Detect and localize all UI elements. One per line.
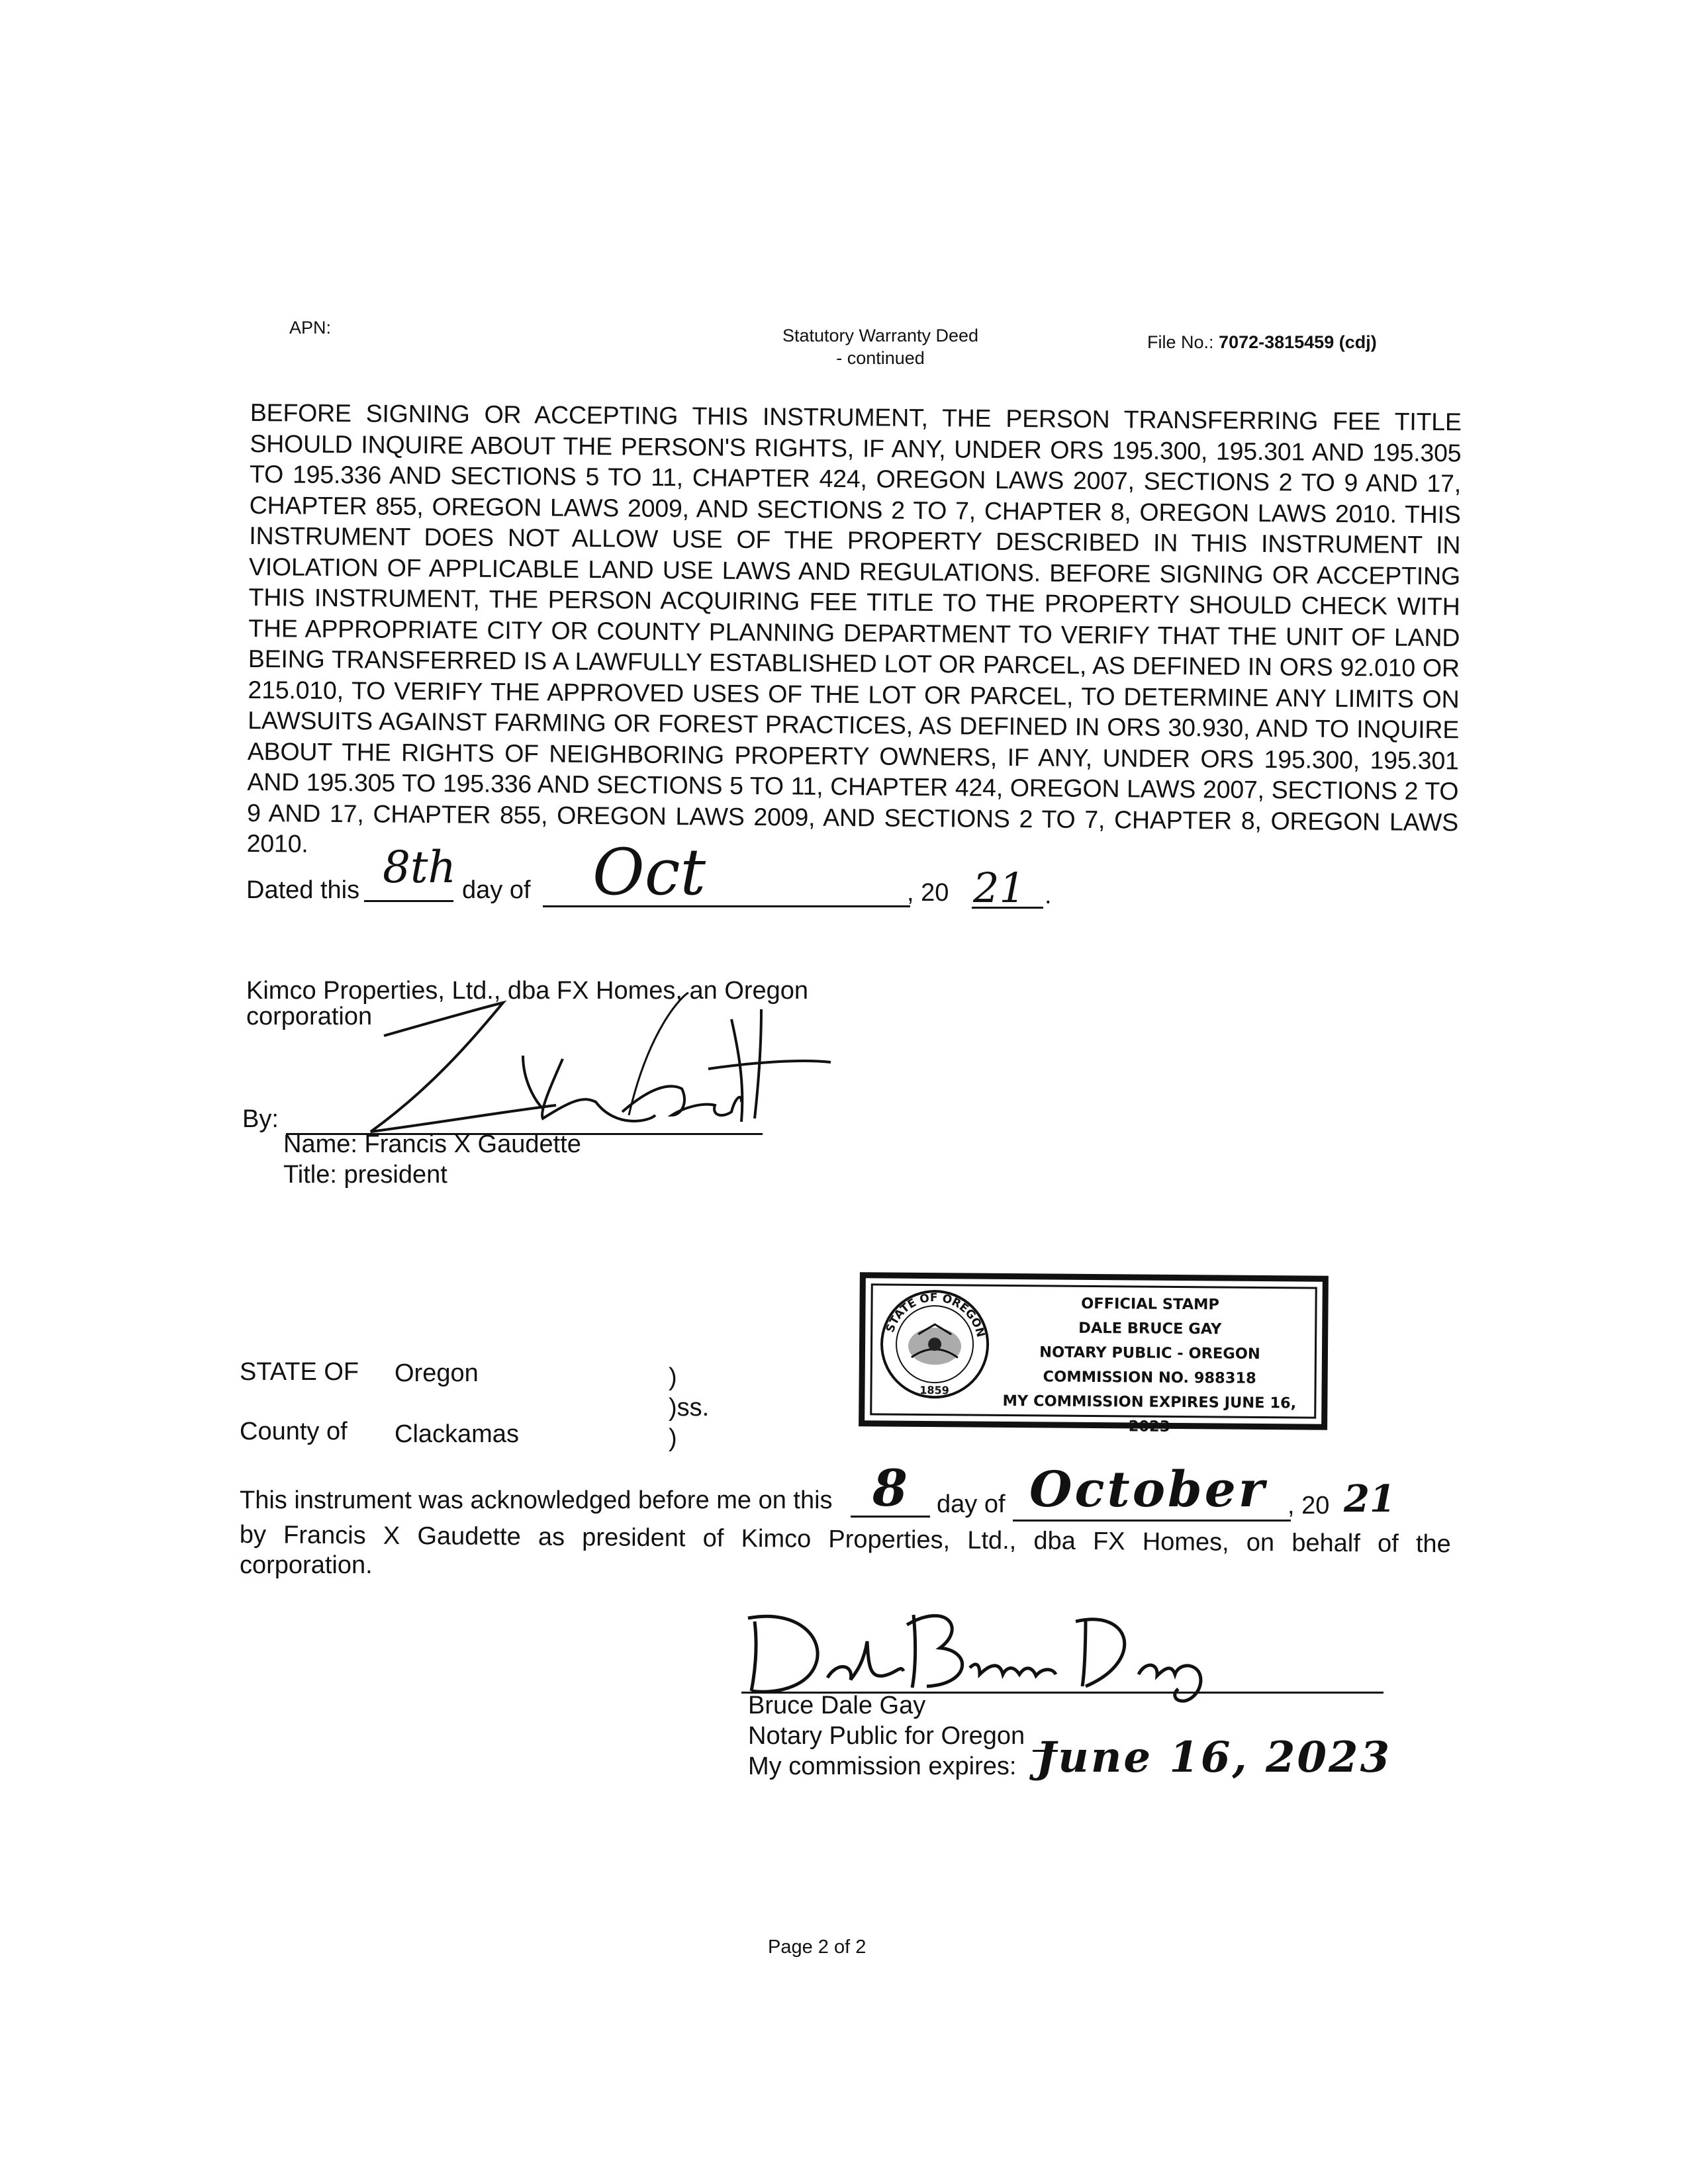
ack-month-blank: [1013, 1520, 1291, 1522]
ack-line1-prefix: This instrument was acknowledged before me on this: [240, 1486, 833, 1514]
document-title-block: [715, 324, 1046, 369]
ack-day-of: day of: [937, 1490, 1006, 1518]
ack-month-handwritten: October: [1029, 1461, 1267, 1518]
grantor-entity-line1: Kimco Properties, Ltd., dba FX Homes, an Oregon: [246, 977, 809, 1005]
dated-year-prefix: , 20: [907, 879, 949, 907]
seal-top-text: STATE OF OREGON: [883, 1291, 988, 1339]
file-number-label: File No.:: [1147, 332, 1214, 352]
ack-line2: by Francis X Gaudette as president of Kimco Properties, Ltd., dba FX Homes, on behalf of the: [239, 1521, 1451, 1559]
stamp-line5: MY COMMISSION EXPIRES JUNE 16, 2023: [1002, 1392, 1297, 1435]
ack-year-handwritten: 21: [1344, 1477, 1395, 1521]
page-number: Page 2 of 2: [768, 1936, 867, 1958]
county-label: County of: [240, 1418, 348, 1445]
dated-day-blank: [364, 900, 453, 902]
venue-paren-2: ): [669, 1424, 677, 1452]
apn-label: APN:: [289, 318, 332, 338]
dated-month-handwritten: Oct: [592, 835, 706, 909]
dated-day-of: day of: [462, 876, 531, 904]
file-number-line: [1147, 332, 1377, 353]
stamp-line3: NOTARY PUBLIC - OREGON: [1039, 1343, 1260, 1363]
ack-year-prefix: , 20: [1288, 1492, 1330, 1520]
county-value: Clackamas: [395, 1420, 519, 1448]
dated-period: .: [1045, 882, 1052, 909]
document-title: Statutory Warranty Deed: [782, 326, 979, 345]
dated-year-handwritten: 21: [973, 864, 1025, 912]
notary-stamp: [859, 1272, 1329, 1435]
file-number: 7072-3815459 (cdj): [1219, 332, 1377, 352]
grantor-entity-line2: corporation: [246, 1003, 373, 1030]
stamp-line2: DALE BRUCE GAY: [1078, 1319, 1222, 1338]
stamp-line1: OFFICIAL STAMP: [1081, 1295, 1220, 1314]
document-subtitle: - continued: [836, 348, 925, 368]
notary-title: Notary Public for Oregon: [748, 1722, 1025, 1750]
dated-day-handwritten: 8th: [383, 842, 457, 893]
grantor-name: Name: Francis X Gaudette: [283, 1130, 581, 1158]
commission-expires-label: My commission expires:: [748, 1752, 1017, 1780]
state-label: STATE OF: [240, 1358, 359, 1386]
ack-day-handwritten: 8: [872, 1459, 908, 1518]
ack-line3: corporation.: [240, 1551, 373, 1579]
state-seal-icon: [878, 1287, 991, 1400]
grantor-title: Title: president: [283, 1161, 447, 1189]
venue-paren-1: ): [669, 1363, 677, 1391]
state-value: Oregon: [395, 1359, 479, 1387]
dated-prefix: Dated this: [246, 876, 360, 904]
stamp-line4: COMMISSION NO. 988318: [1043, 1368, 1256, 1387]
by-label: By:: [242, 1105, 279, 1133]
commission-expires-handwritten: June 16, 2023: [1036, 1733, 1392, 1782]
stamp-text: [990, 1291, 1309, 1441]
notary-name: Bruce Dale Gay: [748, 1692, 926, 1719]
land-use-warning: BEFORE SIGNING OR ACCEPTING THIS INSTRUMENT, THE PERSON TRANSFERRING FEE TITLE SHOULD INQUIRE ABOUT THE PERSON'S RIGHTS, IF ANY, UNDER ORS 195.300, 195.301 AND 195.305 TO 195.336 AND SECTIONS 5 TO 11, CHAPTER 424, OREGON LAWS 2007, SECTIONS 2 TO 9 AND 17, CHAPTER 855, OREGON LAWS 2009, AND SECTIONS 2 TO 7, CHAPTER 8, OREGON LAWS 2010. THIS INSTRUMENT DOES NOT ALLOW USE OF THE PROPERTY DESCRIBED IN THIS INSTRUMENT IN VIOLATION OF APPLICABLE LAND USE LAWS AND REGULATIONS. BEFORE SIGNING OR ACCEPTING THIS INSTRUMENT, THE PERSON ACQUIRING FEE TITLE TO THE PROPERTY SHOULD CHECK WITH THE APPROPRIATE CITY OR COUNTY PLANNING DEPARTMENT TO VERIFY THAT THE UNIT OF LAND BEING TRANSFERRED IS A LAWFULLY ESTABLISHED LOT OR PARCEL, AS DEFINED IN ORS 92.010 OR 215.010, TO VERIFY THE APPROVED USES OF THE LOT OR PARCEL, TO DETERMINE ANY LIMITS ON LAWSUITS AGAINST FARMING OR FOREST PRACTICES, AS DEFINED IN ORS 30.930, AND TO INQUIRE ABOUT THE RIGHTS OF NEIGHBORING PROPERTY OWNERS, IF ANY, UNDER ORS 195.300, 195.301 AND 195.305 TO 195.336 AND SECTIONS 5 TO 11, CHAPTER 424, OREGON LAWS 2007, SECTIONS 2 TO 9 AND 17, CHAPTER 855, OREGON LAWS 2009, AND SECTIONS 2 TO 7, CHAPTER 8, OREGON LAWS 2010.: [246, 398, 1462, 858]
seal-year: 1859: [919, 1383, 949, 1397]
venue-ss: )ss.: [669, 1394, 710, 1422]
